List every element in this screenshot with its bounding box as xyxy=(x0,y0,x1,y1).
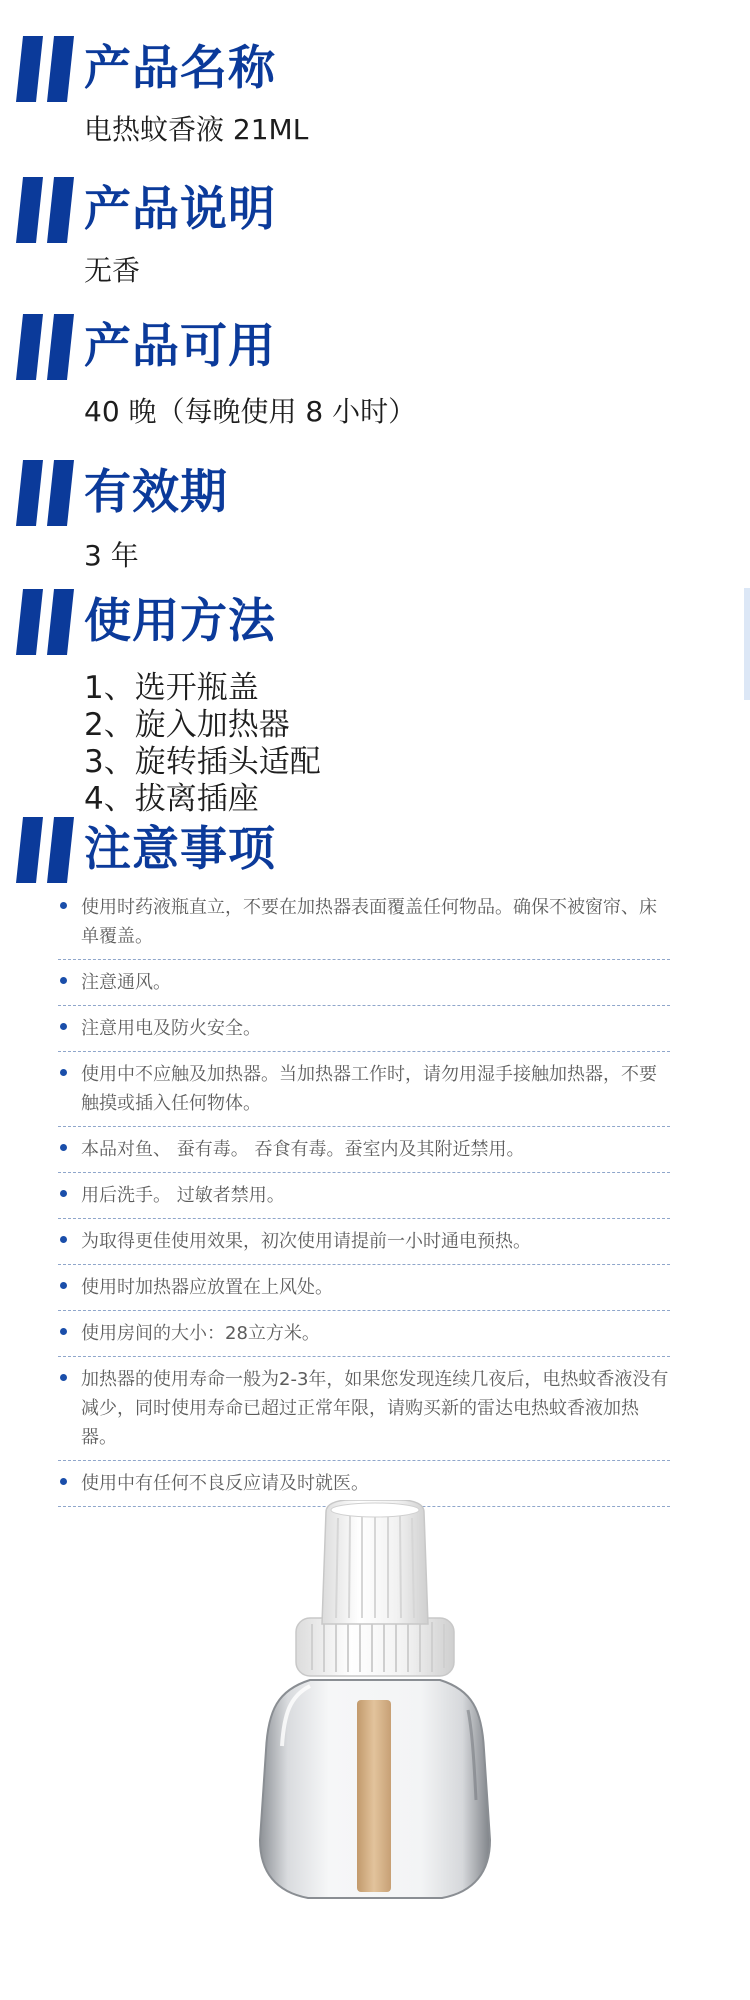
section-marker-icon xyxy=(16,817,74,883)
note-text: 注意用电及防火安全。 xyxy=(81,1018,261,1039)
product-bottle-image xyxy=(240,1500,510,1920)
section-title: 有效期 xyxy=(84,465,228,520)
list-item xyxy=(58,1219,670,1265)
section-validity xyxy=(0,458,750,572)
note-text: 为取得更佳使用效果，初次使用请提前一小时通电预热。 xyxy=(81,1231,531,1252)
section-header xyxy=(0,815,750,887)
step-item: 2、旋入加热器 xyxy=(84,707,290,743)
bullet-icon xyxy=(60,977,67,984)
list-item xyxy=(58,960,670,1006)
list-item xyxy=(58,885,670,960)
list-item xyxy=(58,1052,670,1127)
step-item: 1、选开瓶盖 xyxy=(84,670,259,706)
note-text: 使用中不应触及加热器。当加热器工作时，请勿用湿手接触加热器，不要触摸或插入任何物体。 xyxy=(81,1064,657,1114)
section-header xyxy=(0,458,750,530)
product-name-value: 电热蚊香液 21ML xyxy=(84,113,309,146)
list-item xyxy=(58,1265,670,1311)
section-notes xyxy=(0,815,750,887)
product-desc-value: 无香 xyxy=(84,254,141,287)
section-marker-icon xyxy=(16,36,74,102)
bullet-icon xyxy=(60,1190,67,1197)
bullet-icon xyxy=(60,1478,67,1485)
bullet-icon xyxy=(60,1328,67,1335)
bullet-icon xyxy=(60,1282,67,1289)
section-product-desc xyxy=(0,175,750,287)
bullet-icon xyxy=(60,1069,67,1076)
note-text: 加热器的使用寿命一般为2-3年，如果您发现连续几夜后，电热蚊香液没有减少，同时使用寿命已超过正常年限，请购买新的雷达电热蚊香液加热器。 xyxy=(81,1369,669,1448)
note-text: 使用房间的大小：28立方米。 xyxy=(81,1323,320,1344)
section-marker-icon xyxy=(16,177,74,243)
bullet-icon xyxy=(60,1144,67,1151)
edge-accent-bar xyxy=(744,588,750,700)
section-header xyxy=(0,587,750,659)
section-marker-icon xyxy=(16,314,74,380)
section-header xyxy=(0,175,750,247)
section-header xyxy=(0,312,750,384)
section-title: 注意事项 xyxy=(84,822,276,877)
note-text: 使用时药液瓶直立，不要在加热器表面覆盖任何物品。确保不被窗帘、床单覆盖。 xyxy=(81,897,657,947)
list-item xyxy=(58,1006,670,1052)
list-item xyxy=(58,1357,670,1461)
step-item: 3、旋转插头适配 xyxy=(84,744,321,780)
section-marker-icon xyxy=(16,589,74,655)
note-text: 本品对鱼、 蚕有毒。 吞食有毒。蚕室内及其附近禁用。 xyxy=(81,1139,525,1160)
step-item: 4、拔离插座 xyxy=(84,781,259,817)
notes-list xyxy=(58,885,670,1507)
section-header xyxy=(0,34,750,106)
section-title: 产品名称 xyxy=(84,41,276,96)
bullet-icon xyxy=(60,902,67,909)
note-text: 使用时加热器应放置在上风处。 xyxy=(81,1277,333,1298)
bullet-icon xyxy=(60,1236,67,1243)
bullet-icon xyxy=(60,1023,67,1030)
section-title: 产品可用 xyxy=(84,319,276,374)
list-item xyxy=(58,1173,670,1219)
note-text: 使用中有任何不良反应请及时就医。 xyxy=(81,1473,369,1494)
section-product-name xyxy=(0,34,750,146)
bullet-icon xyxy=(60,1374,67,1381)
validity-value: 3 年 xyxy=(84,539,139,572)
section-title: 产品说明 xyxy=(84,182,276,237)
section-method xyxy=(0,587,750,817)
steps-list xyxy=(84,670,321,818)
list-item xyxy=(58,1127,670,1173)
usage-time-value: 40 晚（每晚使用 8 小时） xyxy=(84,395,417,428)
note-text: 注意通风。 xyxy=(81,972,171,993)
list-item xyxy=(58,1311,670,1357)
section-usage-time xyxy=(0,312,750,428)
section-marker-icon xyxy=(16,460,74,526)
section-title: 使用方法 xyxy=(84,594,276,649)
note-text: 用后洗手。 过敏者禁用。 xyxy=(81,1185,285,1206)
